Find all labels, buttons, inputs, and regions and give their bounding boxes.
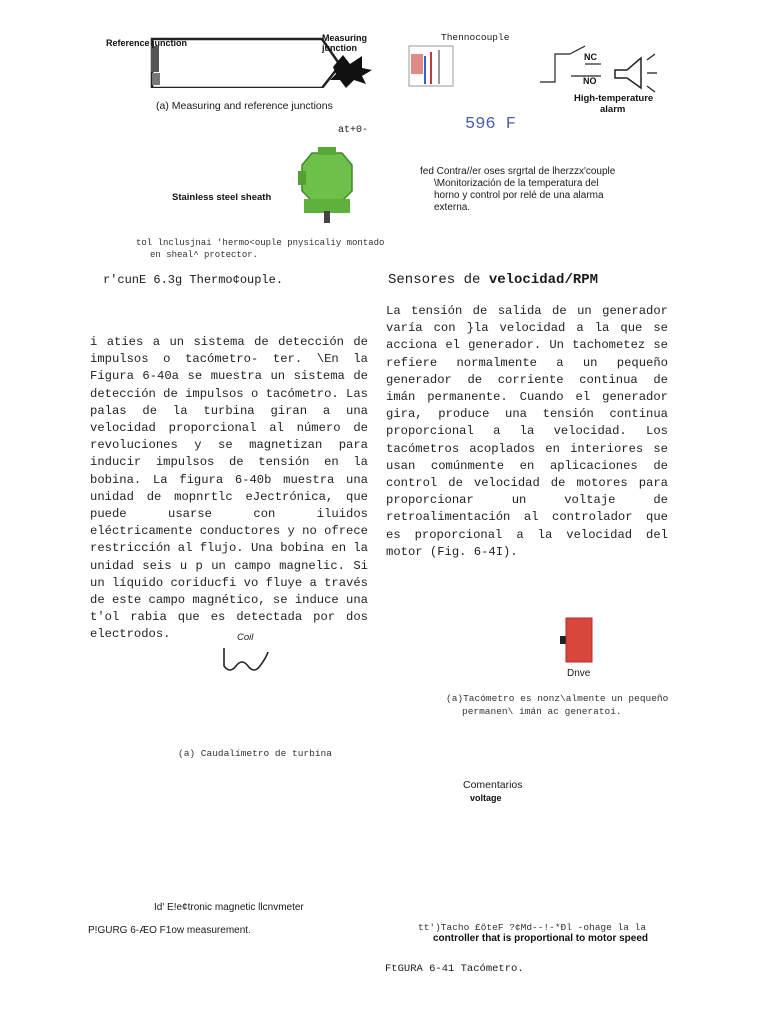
pulse-detection-paragraph: i aties a un sistema de detección de impulsos o tacómetro- ter. \En la Figura 6-40a se muestra un sistema de detección de impulsos o tacómetro. Las palas de la turbina giran a una velocidad proporcional al número de revoluciones y se magnetizan para inducir impulsos de tensión en la bobina. La figura 6-40b muestra una unidad de mopnrtlc eJectrónica, que puede usarse con iluidos eléctricamente conductores y no ofrece restricción al flujo. Una bobina en la unidad seis u p un campo magnelic. Si un líquido coriducfi vo fluye a través de este campo magnético, se induce una t'ol rabia que es detectada por dos electrodos. xyxy=(90,335,368,642)
alarm-label-line1: High-temperature xyxy=(574,93,654,104)
coil-label: Coil xyxy=(237,632,254,643)
measuring-junction-label: Measuring junction xyxy=(322,33,368,53)
coil-drawing xyxy=(220,644,272,674)
reference-junction-block xyxy=(151,46,159,72)
alarm-caption-line3: horno y control por relé de una alarma xyxy=(434,190,604,201)
alarm-circuit-drawing xyxy=(405,40,665,95)
tacho-caption-line1: (a)Tacómetro es nonz\almente un pequeño xyxy=(446,693,669,704)
sheath-connector-drawing xyxy=(298,145,358,223)
sheath-caption-line1: tol lnclusjnai 'hermo<ouple pnysicaliy montado xyxy=(136,238,385,248)
tacho-feedback-line1: tt')Tacho £ôteF ?¢Md--!-*Ðl -ohage la la xyxy=(418,922,647,933)
reference-junction-label: Reference junction xyxy=(106,38,188,48)
figure-6-39-label: r'cunE 6.3g Thermo¢ouple. xyxy=(103,273,284,287)
alarm-caption-line2: \Monitorización de la temperatura del xyxy=(434,178,599,189)
comentarios-label: Comentarios xyxy=(463,779,523,791)
speed-sensors-heading: Sensores de velocidad/RPM xyxy=(388,272,599,288)
figure-6-40-label: P!GURG 6-ÆO F1ow measurement. xyxy=(88,925,251,936)
sheath-caption-line2: en sheal^ protector. xyxy=(150,250,259,260)
tacho-caption-line2: permanen\ imán ac generatoi. xyxy=(462,706,622,717)
junctions-caption: (a) Measuring and reference junctions xyxy=(156,100,333,112)
tachometer-generator-drawing xyxy=(560,616,596,664)
drive-label: Dnve xyxy=(567,668,591,679)
nc-contact-label: NC xyxy=(584,52,597,62)
thermocouple-title: Thennocouple xyxy=(441,32,510,43)
alarm-caption-line4: externa. xyxy=(434,202,471,213)
stainless-sheath-label: Stainless steel sheath xyxy=(172,192,272,203)
figure-6-41-label: FtGURA 6-41 Tacómetro. xyxy=(385,963,524,975)
tacho-feedback-line2: controller that is proportional to motor speed xyxy=(433,933,649,944)
alarm-label-line2: alarm xyxy=(600,104,626,115)
alarm-caption-line1: fed Contra//er oses srgrtal de lherzzx'couple xyxy=(420,166,616,177)
magnetic-flowmeter-caption: Id' E!e¢tronic magnetic llcnvmeter xyxy=(154,902,304,913)
temperature-readout: 596 F xyxy=(465,115,517,134)
speed-sensors-paragraph: La tensión de salida de un generador varía con }la velocidad a la que se acciona el generador. Un tachometez se refiere normalmente a un pequeño generador de corriente continua de imán permanente. Cuando el generador gira, produce una tensión continua proporcional a la velocidad. Los tacómetros acoplados en interiores se usan comúnmente en aplicaciones de control de velocidad de motores para proporcionar un voltaje de retroalimentación al controlador que es proporcional a la velocidad del motor (Fig. 6-4I). xyxy=(386,304,668,559)
no-contact-label: NO xyxy=(583,76,597,86)
voltage-label: voltage xyxy=(470,793,502,803)
turbine-caption: (a) Caudalímetro de turbina xyxy=(178,748,332,759)
stray-code-text: at+0- xyxy=(338,125,369,136)
